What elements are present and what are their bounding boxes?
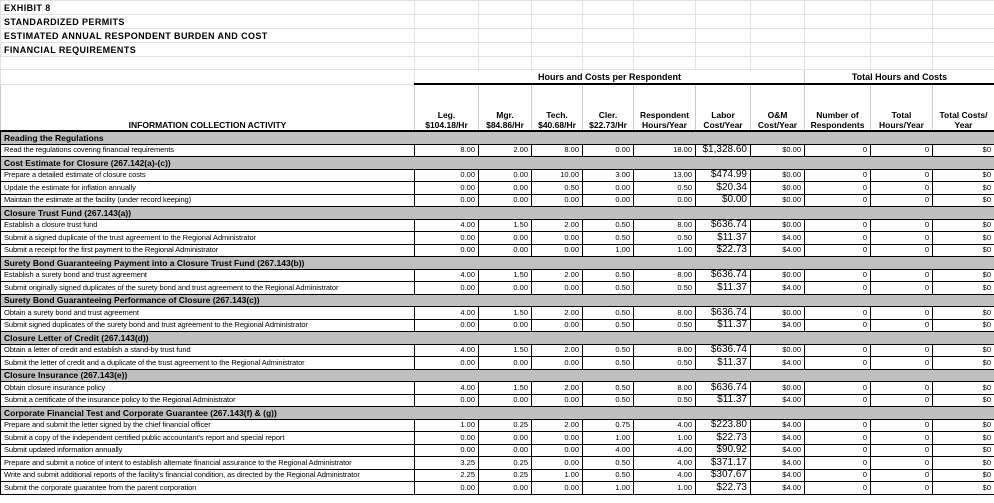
cell-number-respondents: 0 xyxy=(805,357,871,370)
group-header-per-respondent: Hours and Costs per Respondent xyxy=(415,70,805,85)
cell-cler-hours: 0.75 xyxy=(583,419,634,432)
cell-labor-cost: $636.74 xyxy=(696,219,751,232)
cell-respondent-hours: 0.50 xyxy=(634,232,696,245)
table-row xyxy=(1,319,994,332)
section-row xyxy=(1,131,994,144)
cell-om-cost: $0.00 xyxy=(751,194,805,207)
column-header-om-cost: O&M Cost/Year xyxy=(751,84,805,131)
section-title: Surety Bond Guaranteeing Payment into a Closure Trust Fund (267.143(b)) xyxy=(1,257,994,270)
cell-labor-cost: $90.92 xyxy=(696,444,751,457)
cell-number-respondents: 0 xyxy=(805,432,871,445)
cell-tech-hours: 0.00 xyxy=(532,232,583,245)
cell-activity: Prepare a detailed estimate of closure costs xyxy=(1,169,415,182)
cell-total-costs: $0 xyxy=(933,457,994,470)
cell-total-costs: $0 xyxy=(933,194,994,207)
cell-mgr-hours: 0.00 xyxy=(479,444,532,457)
cell-activity: Submit a receipt for the first payment to the Regional Administrator xyxy=(1,244,415,257)
cell-mgr-hours: 0.00 xyxy=(479,194,532,207)
cell-activity: Read the regulations covering financial requirements xyxy=(1,144,415,157)
cell-tech-hours: 0.00 xyxy=(532,357,583,370)
cell-om-cost: $4.00 xyxy=(751,357,805,370)
cell-number-respondents: 0 xyxy=(805,269,871,282)
cell-mgr-hours: 0.00 xyxy=(479,357,532,370)
cell-om-cost: $0.00 xyxy=(751,144,805,157)
section-row xyxy=(1,407,994,420)
cell-mgr-hours: 0.00 xyxy=(479,232,532,245)
cell-om-cost: $4.00 xyxy=(751,457,805,470)
table-row xyxy=(1,269,994,282)
cell-labor-cost: $22.73 xyxy=(696,432,751,445)
cell-tech-hours: 2.00 xyxy=(532,219,583,232)
cell-mgr-hours: 0.00 xyxy=(479,244,532,257)
table-row xyxy=(1,307,994,320)
cell-labor-cost: $0.00 xyxy=(696,194,751,207)
cell-cler-hours: 0.50 xyxy=(583,219,634,232)
cell-respondent-hours: 8.00 xyxy=(634,382,696,395)
cell-total-costs: $0 xyxy=(933,357,994,370)
cell-total-costs: $0 xyxy=(933,244,994,257)
cell-labor-cost: $11.37 xyxy=(696,394,751,407)
cell-respondent-hours: 13.00 xyxy=(634,169,696,182)
table-row xyxy=(1,219,994,232)
cell-respondent-hours: 1.00 xyxy=(634,482,696,495)
cell-mgr-hours: 1.50 xyxy=(479,344,532,357)
cell-om-cost: $0.00 xyxy=(751,219,805,232)
cell-total-hours: 0 xyxy=(871,482,933,495)
cell-cler-hours: 4.00 xyxy=(583,444,634,457)
cell-leg-hours: 4.00 xyxy=(415,382,479,395)
cell-total-costs: $0 xyxy=(933,219,994,232)
cell-respondent-hours: 1.00 xyxy=(634,244,696,257)
cell-activity: Submit the corporate guarantee from the parent corporation xyxy=(1,482,415,495)
table-row xyxy=(1,482,994,495)
cell-respondent-hours: 0.50 xyxy=(634,394,696,407)
cell-cler-hours: 1.00 xyxy=(583,482,634,495)
cell-cler-hours: 0.50 xyxy=(583,457,634,470)
cell-activity: Establish a surety bond and trust agreement xyxy=(1,269,415,282)
table-row xyxy=(1,394,994,407)
cell-respondent-hours: 0.50 xyxy=(634,319,696,332)
cell-tech-hours: 2.00 xyxy=(532,269,583,282)
cell-mgr-hours: 1.50 xyxy=(479,382,532,395)
cell-leg-hours: 0.00 xyxy=(415,232,479,245)
cell-om-cost: $4.00 xyxy=(751,319,805,332)
cell-cler-hours: 0.50 xyxy=(583,382,634,395)
cell-total-costs: $0 xyxy=(933,182,994,195)
cell-number-respondents: 0 xyxy=(805,194,871,207)
cell-mgr-hours: 0.00 xyxy=(479,319,532,332)
column-header-cler: Cler. $22.73/Hr xyxy=(583,84,634,131)
cell-cler-hours: 0.00 xyxy=(583,182,634,195)
cell-om-cost: $4.00 xyxy=(751,419,805,432)
table-row xyxy=(1,357,994,370)
cell-leg-hours: 0.00 xyxy=(415,444,479,457)
cell-total-costs: $0 xyxy=(933,444,994,457)
column-header-activity: INFORMATION COLLECTION ACTIVITY xyxy=(1,84,415,131)
cell-total-hours: 0 xyxy=(871,457,933,470)
cell-mgr-hours: 1.50 xyxy=(479,307,532,320)
table-row xyxy=(1,194,994,207)
cell-activity: Submit signed duplicates of the surety bond and trust agreement to the Regional Administrator xyxy=(1,319,415,332)
cell-tech-hours: 10.00 xyxy=(532,169,583,182)
cell-mgr-hours: 0.00 xyxy=(479,169,532,182)
section-title: Reading the Regulations xyxy=(1,131,994,144)
cell-cler-hours: 0.50 xyxy=(583,357,634,370)
section-title: Closure Insurance (267.143(e)) xyxy=(1,369,994,382)
section-row xyxy=(1,207,994,220)
cell-total-costs: $0 xyxy=(933,482,994,495)
cell-leg-hours: 0.00 xyxy=(415,282,479,295)
cell-activity: Obtain closure insurance policy xyxy=(1,382,415,395)
cell-labor-cost: $307.67 xyxy=(696,469,751,482)
cell-labor-cost: $11.37 xyxy=(696,319,751,332)
cell-tech-hours: 2.00 xyxy=(532,419,583,432)
cell-activity: Prepare and submit a notice of intent to establish alternate financial assurance to the Regional Administrator xyxy=(1,457,415,470)
cell-cler-hours: 0.50 xyxy=(583,282,634,295)
cell-total-hours: 0 xyxy=(871,194,933,207)
section-row xyxy=(1,332,994,345)
cell-tech-hours: 0.00 xyxy=(532,457,583,470)
cell-tech-hours: 0.00 xyxy=(532,244,583,257)
cell-tech-hours: 0.00 xyxy=(532,432,583,445)
cell-total-costs: $0 xyxy=(933,394,994,407)
cell-tech-hours: 8.00 xyxy=(532,144,583,157)
document-title: STANDARDIZED PERMITS xyxy=(1,15,415,29)
column-header-labor-cost: Labor Cost/Year xyxy=(696,84,751,131)
table-row xyxy=(1,457,994,470)
cell-respondent-hours: 4.00 xyxy=(634,469,696,482)
cell-number-respondents: 0 xyxy=(805,282,871,295)
table-row xyxy=(1,469,994,482)
cell-leg-hours: 0.00 xyxy=(415,394,479,407)
cell-leg-hours: 4.00 xyxy=(415,269,479,282)
cell-leg-hours: 8.00 xyxy=(415,144,479,157)
cell-leg-hours: 2.25 xyxy=(415,469,479,482)
cell-cler-hours: 0.00 xyxy=(583,194,634,207)
cell-labor-cost: $22.73 xyxy=(696,482,751,495)
cell-activity: Prepare and submit the letter signed by the chief financial officer xyxy=(1,419,415,432)
cell-total-hours: 0 xyxy=(871,419,933,432)
table-row xyxy=(1,344,994,357)
cell-cler-hours: 0.50 xyxy=(583,269,634,282)
cell-om-cost: $4.00 xyxy=(751,469,805,482)
cell-labor-cost: $474.99 xyxy=(696,169,751,182)
cell-om-cost: $4.00 xyxy=(751,394,805,407)
cell-om-cost: $0.00 xyxy=(751,382,805,395)
cell-number-respondents: 0 xyxy=(805,469,871,482)
cell-cler-hours: 0.50 xyxy=(583,319,634,332)
cell-number-respondents: 0 xyxy=(805,444,871,457)
cell-mgr-hours: 0.00 xyxy=(479,394,532,407)
cell-om-cost: $0.00 xyxy=(751,169,805,182)
document-subtitle: ESTIMATED ANNUAL RESPONDENT BURDEN AND COST xyxy=(1,29,415,43)
cell-total-costs: $0 xyxy=(933,432,994,445)
column-header-tech: Tech. $40.68/Hr xyxy=(532,84,583,131)
cell-total-hours: 0 xyxy=(871,244,933,257)
cell-om-cost: $4.00 xyxy=(751,444,805,457)
cell-leg-hours: 0.00 xyxy=(415,319,479,332)
cell-tech-hours: 0.00 xyxy=(532,444,583,457)
section-title: Cost Estimate for Closure (267.142(a)-(c)) xyxy=(1,157,994,170)
cell-respondent-hours: 8.00 xyxy=(634,344,696,357)
cell-activity: Update the estimate for inflation annually xyxy=(1,182,415,195)
cell-mgr-hours: 0.00 xyxy=(479,282,532,295)
cell-cler-hours: 0.50 xyxy=(583,232,634,245)
cell-mgr-hours: 1.50 xyxy=(479,219,532,232)
cell-respondent-hours: 4.00 xyxy=(634,457,696,470)
section-row xyxy=(1,369,994,382)
cell-cler-hours: 0.50 xyxy=(583,394,634,407)
section-title: Closure Letter of Credit (267.143(d)) xyxy=(1,332,994,345)
column-header-total-costs: Total Costs/ Year xyxy=(933,84,994,131)
table-row xyxy=(1,244,994,257)
cell-tech-hours: 0.00 xyxy=(532,482,583,495)
cell-respondent-hours: 4.00 xyxy=(634,419,696,432)
cell-total-costs: $0 xyxy=(933,469,994,482)
cell-activity: Submit the letter of credit and a duplicate of the trust agreement to the Regional Administrator xyxy=(1,357,415,370)
cell-number-respondents: 0 xyxy=(805,144,871,157)
cell-mgr-hours: 0.25 xyxy=(479,419,532,432)
cell-respondent-hours: 0.50 xyxy=(634,282,696,295)
cell-total-hours: 0 xyxy=(871,357,933,370)
cell-om-cost: $0.00 xyxy=(751,307,805,320)
cell-om-cost: $4.00 xyxy=(751,244,805,257)
cell-mgr-hours: 0.00 xyxy=(479,182,532,195)
cell-tech-hours: 0.00 xyxy=(532,394,583,407)
table-row xyxy=(1,444,994,457)
cell-respondent-hours: 0.50 xyxy=(634,357,696,370)
cell-number-respondents: 0 xyxy=(805,219,871,232)
cell-total-costs: $0 xyxy=(933,382,994,395)
exhibit-label: EXHIBIT 8 xyxy=(1,1,415,15)
cell-number-respondents: 0 xyxy=(805,319,871,332)
cell-leg-hours: 0.00 xyxy=(415,482,479,495)
cell-labor-cost: $11.37 xyxy=(696,357,751,370)
cell-total-hours: 0 xyxy=(871,169,933,182)
column-header-respondent-hours: Respondent Hours/Year xyxy=(634,84,696,131)
cell-om-cost: $0.00 xyxy=(751,269,805,282)
section-row xyxy=(1,294,994,307)
cell-labor-cost: $636.74 xyxy=(696,269,751,282)
cell-labor-cost: $11.37 xyxy=(696,282,751,295)
cell-number-respondents: 0 xyxy=(805,244,871,257)
cell-leg-hours: 4.00 xyxy=(415,344,479,357)
cell-total-costs: $0 xyxy=(933,344,994,357)
cell-total-hours: 0 xyxy=(871,382,933,395)
cell-labor-cost: $1,328.60 xyxy=(696,144,751,157)
cell-number-respondents: 0 xyxy=(805,382,871,395)
column-header-leg: Leg. $104.18/Hr xyxy=(415,84,479,131)
cell-activity: Submit a signed duplicate of the trust agreement to the Regional Administrator xyxy=(1,232,415,245)
section-title: Closure Trust Fund (267.143(a)) xyxy=(1,207,994,220)
cell-respondent-hours: 18.00 xyxy=(634,144,696,157)
cell-total-costs: $0 xyxy=(933,144,994,157)
cell-respondent-hours: 0.00 xyxy=(634,194,696,207)
cell-number-respondents: 0 xyxy=(805,419,871,432)
cell-labor-cost: $11.37 xyxy=(696,232,751,245)
column-header-total-hours: Total Hours/Year xyxy=(871,84,933,131)
table-row xyxy=(1,169,994,182)
cell-activity: Maintain the estimate at the facility (under record keeping) xyxy=(1,194,415,207)
cell-cler-hours: 1.00 xyxy=(583,432,634,445)
cell-respondent-hours: 4.00 xyxy=(634,444,696,457)
cell-activity: Obtain a surety bond and trust agreement xyxy=(1,307,415,320)
cell-number-respondents: 0 xyxy=(805,344,871,357)
cell-labor-cost: $636.74 xyxy=(696,307,751,320)
cell-tech-hours: 0.00 xyxy=(532,282,583,295)
cell-labor-cost: $223.80 xyxy=(696,419,751,432)
cell-total-costs: $0 xyxy=(933,282,994,295)
cell-total-costs: $0 xyxy=(933,232,994,245)
cell-leg-hours: 4.00 xyxy=(415,307,479,320)
column-header-mgr: Mgr. $84.86/Hr xyxy=(479,84,532,131)
cell-tech-hours: 0.50 xyxy=(532,182,583,195)
cell-om-cost: $0.00 xyxy=(751,344,805,357)
cell-number-respondents: 0 xyxy=(805,457,871,470)
cell-tech-hours: 2.00 xyxy=(532,344,583,357)
cell-number-respondents: 0 xyxy=(805,182,871,195)
cell-om-cost: $4.00 xyxy=(751,232,805,245)
section-title: Corporate Financial Test and Corporate Guarantee (267.143(f) & (g)) xyxy=(1,407,994,420)
cell-respondent-hours: 1.00 xyxy=(634,432,696,445)
cell-number-respondents: 0 xyxy=(805,169,871,182)
cell-leg-hours: 0.00 xyxy=(415,432,479,445)
cell-total-hours: 0 xyxy=(871,269,933,282)
cell-cler-hours: 0.00 xyxy=(583,144,634,157)
cell-respondent-hours: 0.50 xyxy=(634,182,696,195)
table-row xyxy=(1,144,994,157)
cell-cler-hours: 0.50 xyxy=(583,307,634,320)
section-title: Surety Bond Guaranteeing Performance of Closure (267.143(c)) xyxy=(1,294,994,307)
cell-om-cost: $4.00 xyxy=(751,482,805,495)
cell-mgr-hours: 0.00 xyxy=(479,432,532,445)
cell-tech-hours: 0.00 xyxy=(532,319,583,332)
table-row xyxy=(1,382,994,395)
cell-total-hours: 0 xyxy=(871,469,933,482)
cell-om-cost: $0.00 xyxy=(751,182,805,195)
cell-mgr-hours: 0.00 xyxy=(479,482,532,495)
cell-leg-hours: 3.25 xyxy=(415,457,479,470)
cell-total-hours: 0 xyxy=(871,319,933,332)
cell-leg-hours: 0.00 xyxy=(415,169,479,182)
cell-total-costs: $0 xyxy=(933,307,994,320)
cell-total-hours: 0 xyxy=(871,182,933,195)
cell-activity: Submit originally signed duplicates of the surety bond and trust agreement to the Regional Administrator xyxy=(1,282,415,295)
cell-total-hours: 0 xyxy=(871,432,933,445)
cell-cler-hours: 0.50 xyxy=(583,469,634,482)
cell-tech-hours: 1.00 xyxy=(532,469,583,482)
table-row xyxy=(1,232,994,245)
cell-total-costs: $0 xyxy=(933,269,994,282)
cell-leg-hours: 0.00 xyxy=(415,244,479,257)
cell-total-hours: 0 xyxy=(871,394,933,407)
cell-tech-hours: 0.00 xyxy=(532,194,583,207)
cell-total-hours: 0 xyxy=(871,219,933,232)
cell-tech-hours: 2.00 xyxy=(532,382,583,395)
cell-activity: Write and submit additional reports of the facility's financial condition, as directed by the Regional Administrator xyxy=(1,469,415,482)
cell-mgr-hours: 1.50 xyxy=(479,269,532,282)
cell-leg-hours: 4.00 xyxy=(415,219,479,232)
table-row xyxy=(1,282,994,295)
cell-cler-hours: 0.50 xyxy=(583,344,634,357)
group-header-totals: Total Hours and Costs xyxy=(805,70,994,85)
cell-respondent-hours: 8.00 xyxy=(634,269,696,282)
cell-activity: Establish a closure trust fund xyxy=(1,219,415,232)
cell-total-hours: 0 xyxy=(871,232,933,245)
cell-number-respondents: 0 xyxy=(805,394,871,407)
column-header-number-respondents: Number of Respondents xyxy=(805,84,871,131)
cell-mgr-hours: 2.00 xyxy=(479,144,532,157)
cell-labor-cost: $636.74 xyxy=(696,382,751,395)
section-row xyxy=(1,257,994,270)
cell-tech-hours: 2.00 xyxy=(532,307,583,320)
cell-leg-hours: 0.00 xyxy=(415,182,479,195)
cell-activity: Submit a certificate of the insurance policy to the Regional Administrator xyxy=(1,394,415,407)
cell-leg-hours: 0.00 xyxy=(415,357,479,370)
section-row xyxy=(1,157,994,170)
cell-total-hours: 0 xyxy=(871,144,933,157)
cell-labor-cost: $20.34 xyxy=(696,182,751,195)
cell-respondent-hours: 8.00 xyxy=(634,307,696,320)
cell-total-costs: $0 xyxy=(933,319,994,332)
table-row xyxy=(1,432,994,445)
cell-mgr-hours: 0.25 xyxy=(479,457,532,470)
cell-respondent-hours: 8.00 xyxy=(634,219,696,232)
cell-total-hours: 0 xyxy=(871,344,933,357)
cell-total-costs: $0 xyxy=(933,169,994,182)
table-row xyxy=(1,419,994,432)
cell-number-respondents: 0 xyxy=(805,482,871,495)
cell-leg-hours: 0.00 xyxy=(415,194,479,207)
cell-number-respondents: 0 xyxy=(805,232,871,245)
document-topic: FINANCIAL REQUIREMENTS xyxy=(1,43,415,57)
cell-cler-hours: 3.00 xyxy=(583,169,634,182)
table-row xyxy=(1,182,994,195)
cell-total-costs: $0 xyxy=(933,419,994,432)
cell-labor-cost: $371.17 xyxy=(696,457,751,470)
cell-total-hours: 0 xyxy=(871,307,933,320)
cell-mgr-hours: 0.25 xyxy=(479,469,532,482)
cell-om-cost: $4.00 xyxy=(751,282,805,295)
cell-number-respondents: 0 xyxy=(805,307,871,320)
cell-cler-hours: 1.00 xyxy=(583,244,634,257)
cell-labor-cost: $22.73 xyxy=(696,244,751,257)
cell-activity: Submit a copy of the independent certified public accountant's report and special report xyxy=(1,432,415,445)
cell-total-hours: 0 xyxy=(871,444,933,457)
cell-activity: Obtain a letter of credit and establish a stand-by trust fund xyxy=(1,344,415,357)
cell-total-hours: 0 xyxy=(871,282,933,295)
cell-om-cost: $4.00 xyxy=(751,432,805,445)
cell-leg-hours: 1.00 xyxy=(415,419,479,432)
cell-activity: Submit updated information annually xyxy=(1,444,415,457)
cell-labor-cost: $636.74 xyxy=(696,344,751,357)
